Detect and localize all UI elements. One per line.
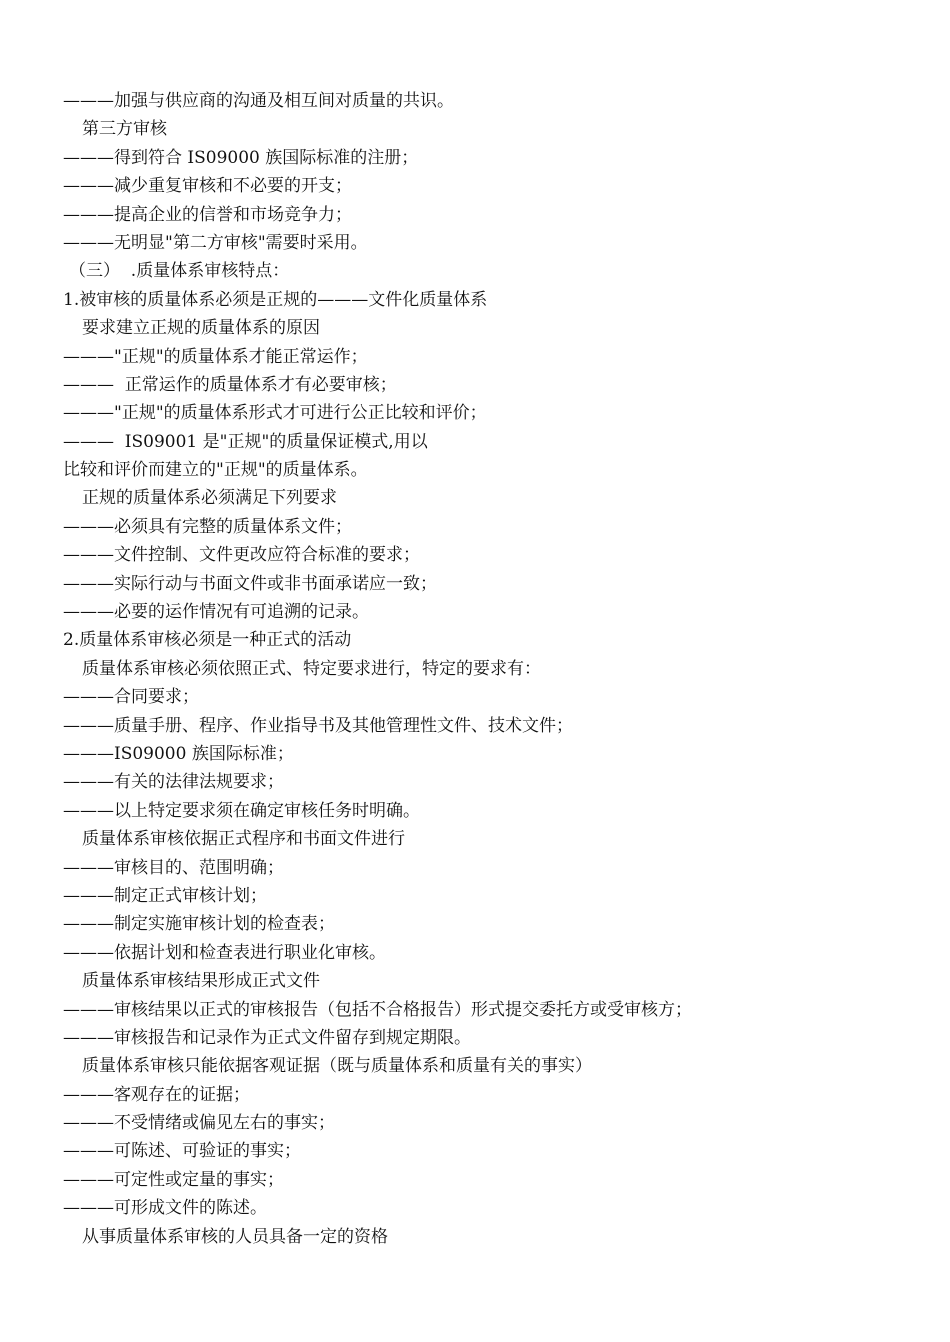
text-line: 质量体系审核只能依据客观证据（既与质量体系和质量有关的事实）	[82, 1056, 592, 1077]
text-line: 1.被审核的质量体系必须是正规的———文件化质量体系	[63, 289, 488, 310]
text-line: ———审核报告和记录作为正式文件留存到规定期限。	[63, 1027, 471, 1048]
text-line: ———有关的法律法规要求；	[63, 772, 284, 793]
text-line: 从事质量体系审核的人员具备一定的资格	[82, 1226, 388, 1247]
text-line: ———提高企业的信誉和市场竞争力；	[63, 204, 352, 225]
text-line: 要求建立正规的质量体系的原因	[82, 318, 320, 339]
text-line: ———不受情绪或偏见左右的事实；	[63, 1113, 335, 1134]
text-line: ———"正规"的质量体系形式才可进行公正比较和评价；	[63, 403, 487, 424]
text-line: ——— IS09001 是"正规"的质量保证模式,用以	[63, 431, 428, 452]
text-line: ———实际行动与书面文件或非书面承诺应一致；	[63, 573, 437, 594]
text-line: ———必须具有完整的质量体系文件；	[63, 516, 352, 537]
text-line: 比较和评价而建立的"正规"的质量体系。	[63, 460, 368, 481]
text-line: 质量体系审核依据正式程序和书面文件进行	[82, 829, 405, 850]
text-line: ———加强与供应商的沟通及相互间对质量的共识。	[63, 91, 454, 111]
text-line: 质量体系审核结果形成正式文件	[82, 971, 320, 992]
text-line: ———文件控制、文件更改应符合标准的要求；	[63, 545, 420, 566]
text-line: 质量体系审核必须依照正式、特定要求进行，特定的要求有：	[82, 658, 541, 679]
text-line: ———无明显"第二方审核"需要时采用。	[63, 232, 368, 253]
text-line: ——— 正常运作的质量体系才有必要审核；	[63, 374, 397, 395]
text-line: 正规的质量体系必须满足下列要求	[82, 488, 337, 509]
text-line: （三） .质量体系审核特点：	[69, 261, 290, 282]
text-line: ———审核结果以正式的审核报告（包括不合格报告）形式提交委托方或受审核方；	[63, 999, 692, 1020]
text-line: 2.质量体系审核必须是一种正式的活动	[63, 630, 352, 651]
text-line: ———可定性或定量的事实；	[63, 1169, 284, 1190]
text-line: ———依据计划和检查表进行职业化审核。	[63, 942, 386, 963]
text-line: ———减少重复审核和不必要的开支；	[63, 176, 352, 197]
text-line: ———制定正式审核计划；	[63, 885, 267, 906]
text-line: ———以上特定要求须在确定审核任务时明确。	[63, 800, 420, 821]
text-line: ———审核目的、范围明确；	[63, 857, 284, 878]
text-line: ———必要的运作情况有可追溯的记录。	[63, 602, 369, 623]
text-line: ———"正规"的质量体系才能正常运作；	[63, 346, 368, 367]
text-line: 第三方审核	[82, 119, 167, 140]
text-line: ———得到符合 IS09000 族国际标准的注册；	[63, 147, 419, 168]
text-line: ———客观存在的证据；	[63, 1084, 250, 1105]
text-line: ———IS09000 族国际标准；	[63, 743, 294, 764]
document-page	[63, 87, 923, 1251]
text-line: ———质量手册、程序、作业指导书及其他管理性文件、技术文件；	[63, 715, 573, 736]
text-line: ———制定实施审核计划的检查表；	[63, 914, 335, 935]
text-line: ———合同要求；	[63, 687, 199, 708]
text-line: ———可陈述、可验证的事实；	[63, 1141, 301, 1162]
text-line: ———可形成文件的陈述。	[63, 1198, 267, 1219]
